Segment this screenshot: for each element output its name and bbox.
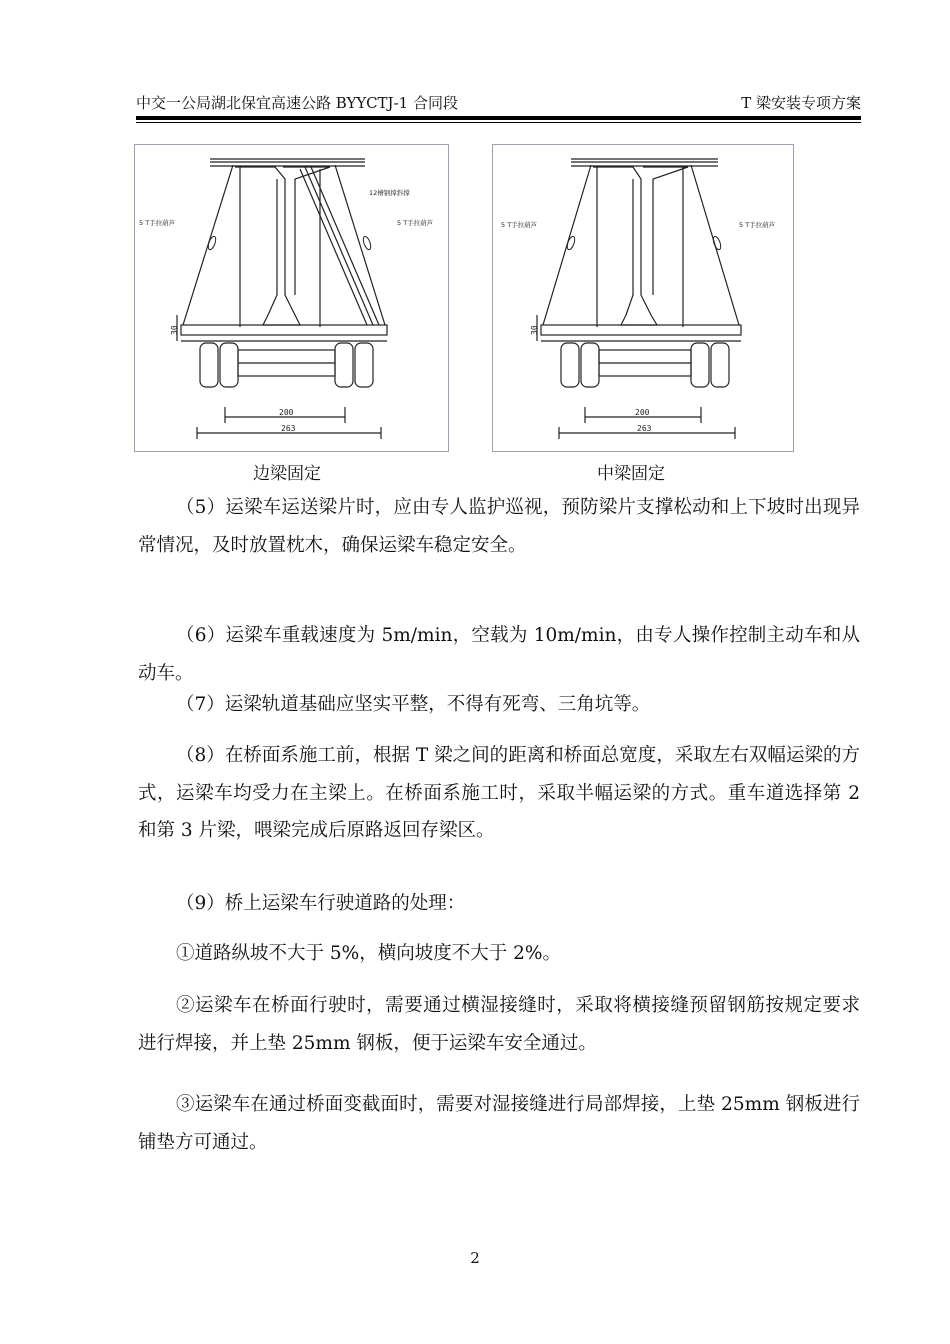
item-circle-2: ②运梁车在桥面行驶时，需要通过横湿接缝时，采取将横接缝预留钢筋按规定要求进行焊接，并上垫 25mm 钢板，便于运梁车安全通过。 (138, 995, 860, 1054)
middle-chain-left-label: 5 T手拉葫芦 (501, 221, 538, 229)
paragraph-9: （9）桥上运梁车行驶道路的处理： (176, 893, 466, 914)
middle-outer-dim: 263 (637, 424, 652, 433)
header-rule-thick (136, 116, 861, 120)
middle-beam-figure (492, 144, 794, 452)
header-right-title: T 梁安装专项方案 (741, 94, 861, 112)
paragraph-7: （7）运梁轨道基础应坚实平整，不得有死弯、三角坑等。 (176, 694, 651, 715)
paragraph-6: （6）运梁车重载速度为 5m/min，空载为 10m/min，由专人操作控制主动车和从动车。 (138, 625, 860, 684)
edge-diagonal-label: 12槽钢撑斜撑 (369, 189, 410, 197)
item-circle-3: ③运梁车在通过桥面变截面时，需要对湿接缝进行局部焊接，上垫 25mm 钢板进行铺垫方可通过。 (138, 1094, 860, 1153)
paragraph-8: （8）在桥面系施工前，根据 T 梁之间的距离和桥面总宽度，采取左右双幅运梁的方式，运梁车均受力在主梁上。在桥面系施工时，采取半幅运梁的方式。重车道选择第 2 和第 3 片梁，喂梁完成后原路返回存梁区。 (138, 745, 860, 841)
edge-height-dim: 30 (170, 325, 179, 335)
edge-chain-right-label: 5 T手拉葫芦 (397, 219, 434, 227)
middle-height-dim: 30 (530, 325, 539, 335)
header-left-title: 中交一公局湖北保宜高速公路 BYYCTJ-1 合同段 (136, 94, 458, 112)
header-rule-thin (136, 122, 861, 123)
page-number: 2 (470, 1249, 480, 1267)
page-header (136, 92, 861, 114)
middle-beam-diagram (493, 145, 793, 451)
item-circle-1: ①道路纵坡不大于 5%，横向坡度不大于 2%。 (176, 943, 561, 964)
edge-chain-left-label: 5 T手拉葫芦 (139, 219, 176, 227)
edge-beam-figure (134, 144, 449, 452)
middle-inner-dim: 200 (635, 408, 650, 417)
edge-beam-caption: 边梁固定 (253, 464, 321, 484)
edge-beam-diagram (135, 145, 448, 451)
middle-beam-caption: 中梁固定 (597, 464, 665, 484)
paragraph-5: （5）运梁车运送梁片时，应由专人监护巡视，预防梁片支撑松动和上下坡时出现异常情况，及时放置枕木，确保运梁车稳定安全。 (138, 497, 860, 556)
edge-inner-dim: 200 (279, 408, 294, 417)
edge-outer-dim: 263 (281, 424, 296, 433)
middle-chain-right-label: 5 T手拉葫芦 (739, 221, 776, 229)
